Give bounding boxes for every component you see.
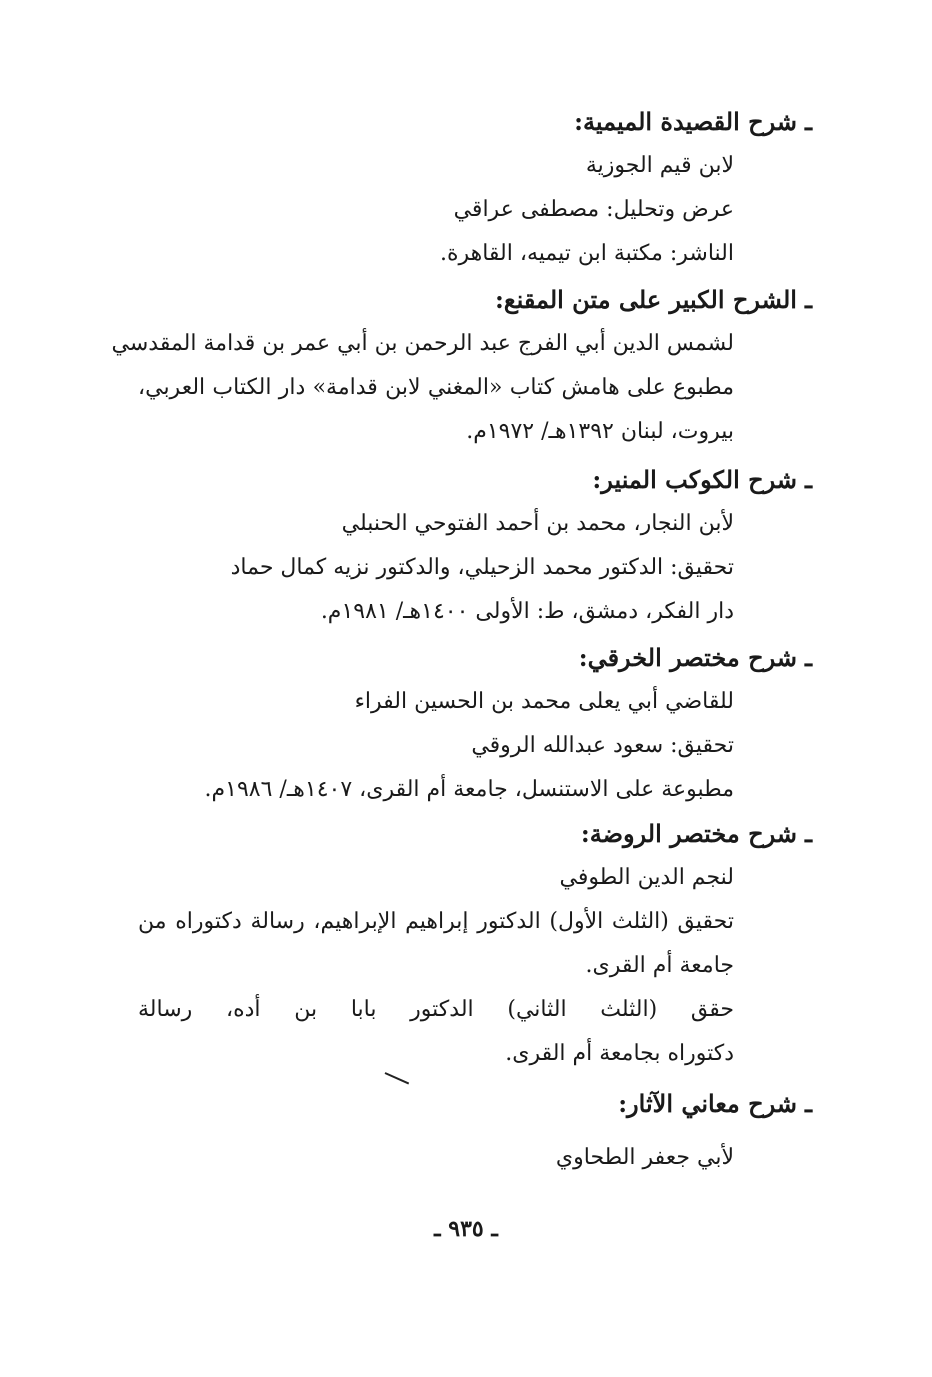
entry-line: حقق (الثلث الثاني) الدكتور بابا بن أده، رسالة [138, 997, 734, 1022]
entry-title-text: شرح الكوكب المنير: [592, 465, 797, 494]
entry-line: دكتوراه بجامعة أم القرى. [505, 1041, 734, 1066]
entry-title [132, 458, 812, 502]
bibliography-entry [132, 458, 812, 634]
entry-line: لشمس الدين أبي الفرج عبد الرحمن بن أبي عمر بن قدامة المقدسي [111, 331, 734, 356]
entry-dash: ـ [804, 643, 812, 672]
entry-title [132, 636, 812, 680]
entry-line: تحقيق: الدكتور محمد الزحيلي، والدكتور نزيه كمال حماد [230, 555, 734, 580]
entry-line: دار الفكر، دمشق، ط: الأولى ١٤٠٠هـ/ ١٩٨١م. [320, 599, 734, 624]
entry-dash: ـ [804, 465, 812, 494]
entry-dash: ـ [804, 285, 812, 314]
entry-line: مطبوعة على الاستنسل، جامعة أم القرى، ١٤٠٧هـ/ ١٩٨٦م. [204, 777, 734, 802]
entry-dash: ـ [804, 107, 812, 136]
entry-line: لنجم الدين الطوفي [559, 865, 734, 890]
entry-line: تحقيق (الثلث الأول) الدكتور إبراهيم الإبراهيم، رسالة دكتوراه من [138, 909, 734, 934]
entry-title-text: الشرح الكبير على متن المقنع: [494, 285, 797, 314]
entry-line: لابن قيم الجوزية [585, 153, 734, 178]
entry-line: لأبي جعفر الطحاوي [555, 1145, 734, 1170]
entry-title-text: شرح مختصر الروضة: [580, 819, 797, 848]
bibliography-entry [111, 278, 812, 454]
entry-line: جامعة أم القرى. [585, 953, 734, 978]
entry-title [132, 100, 812, 144]
entry-title [132, 812, 812, 856]
entry-title [132, 1082, 812, 1126]
entry-title-text: شرح مختصر الخرقي: [578, 643, 797, 672]
entry-title [132, 278, 812, 322]
entry-line: مطبوع على هامش كتاب «المغني لابن قدامة» دار الكتاب العربي، [138, 375, 734, 400]
entry-title-text: شرح القصيدة الميمية: [574, 107, 797, 136]
entry-line: الناشر: مكتبة ابن تيميه، القاهرة. [439, 241, 734, 266]
entry-line: للقاضي أبي يعلى محمد بن الحسين الفراء [354, 689, 734, 714]
bibliography-entry [132, 100, 812, 276]
bibliography-entry [132, 1082, 812, 1180]
entry-line: لأبن النجار، محمد بن أحمد الفتوحي الحنبلي [341, 511, 734, 536]
entry-line: عرض وتحليل: مصطفى عراقي [453, 197, 734, 222]
bibliography-entry [132, 636, 812, 812]
entry-dash: ـ [804, 1089, 812, 1118]
bibliography-entry [132, 812, 812, 1076]
page-number: ـ ٩٣٥ ـ [434, 1216, 498, 1242]
entry-line: تحقيق: سعود عبدالله الروقي [471, 733, 734, 758]
entry-dash: ـ [804, 819, 812, 848]
entry-line: بيروت، لبنان ١٣٩٢هـ/ ١٩٧٢م. [466, 419, 734, 444]
entry-title-text: شرح معاني الآثار: [618, 1089, 797, 1118]
